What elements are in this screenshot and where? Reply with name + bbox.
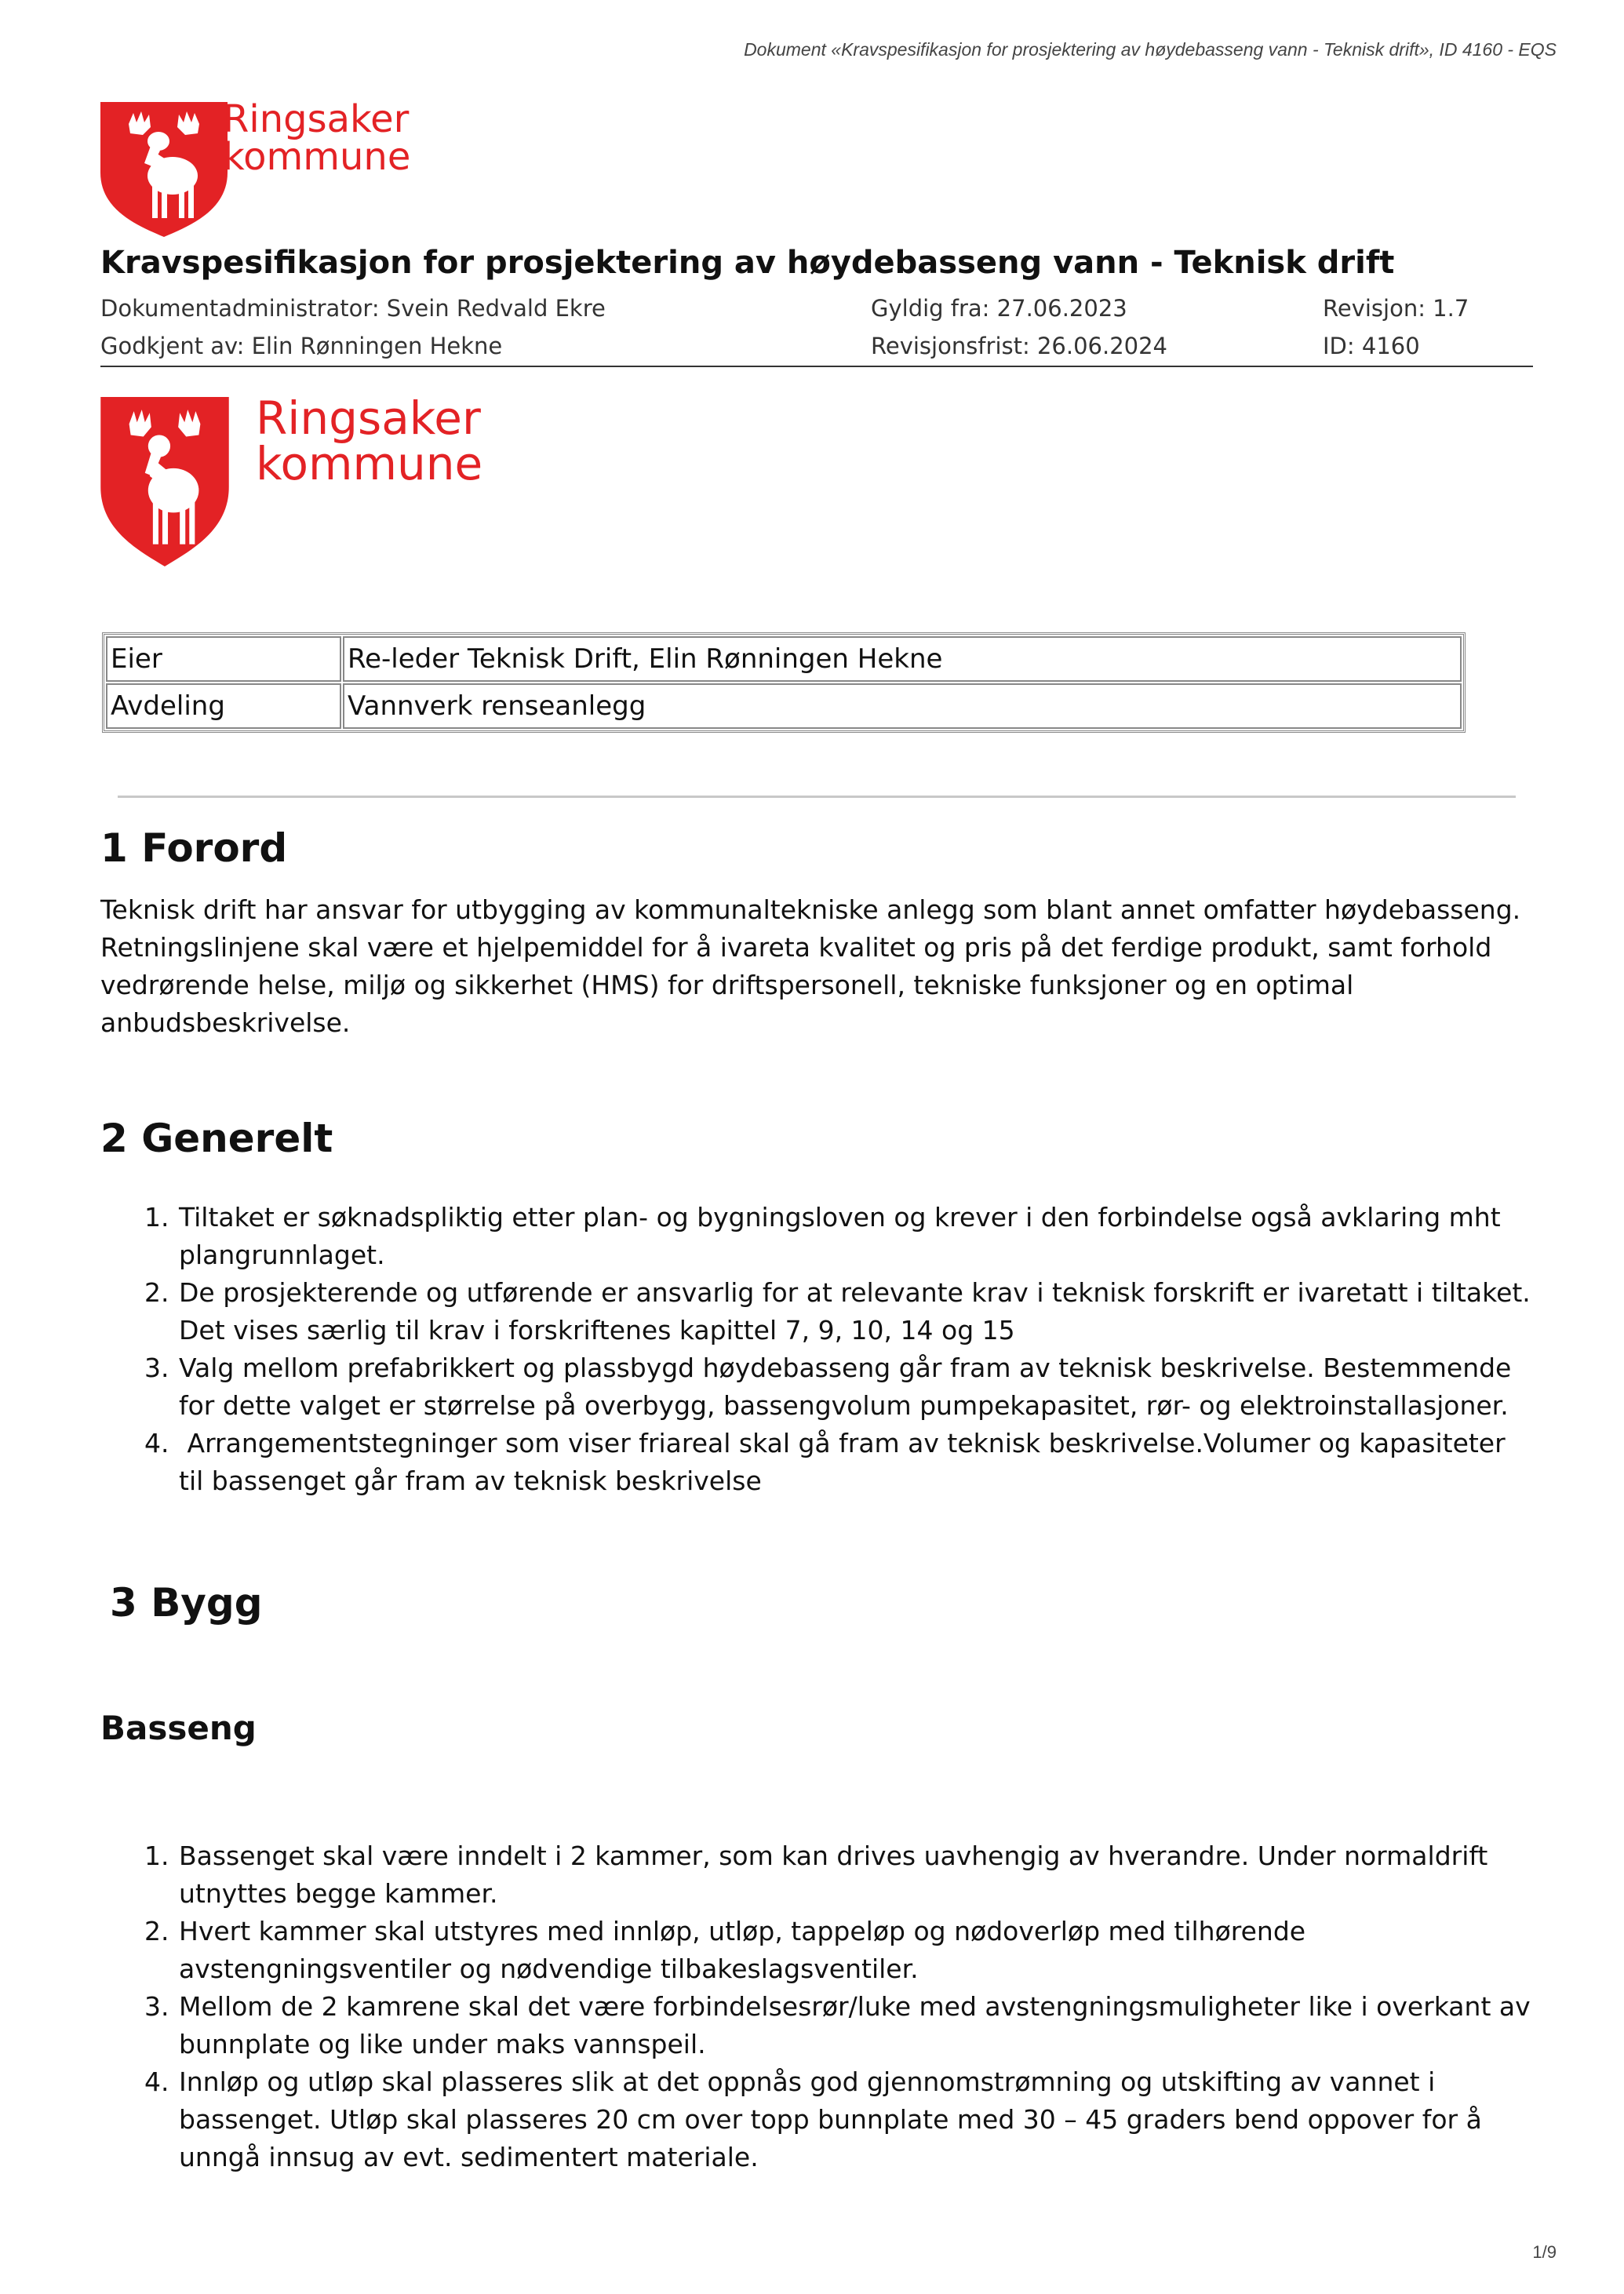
logo-large xyxy=(97,391,483,570)
heading-generelt: 2 Generelt xyxy=(100,1116,333,1161)
document-title: Kravspesifikasjon for prosjektering av høydebasseng vann - Teknisk drift xyxy=(100,245,1395,281)
logo-line2: kommune xyxy=(223,135,411,179)
document-id: ID: 4160 xyxy=(1323,333,1420,359)
moose-shield-icon xyxy=(97,100,231,239)
generelt-list xyxy=(100,1199,1536,1500)
basseng-list xyxy=(100,1837,1536,2176)
running-header: Dokument «Kravspesifikasjon for prosjektering av høydebasseng vann - Teknisk drift», ID 4160 - EQS xyxy=(744,39,1557,60)
list-item: 3. Mellom de 2 kamrene skal det være forbindelsesrør/luke med avstengningsmuligheter like i overkant av bunnplate og like under maks vannspeil. xyxy=(144,1991,1531,2059)
approved-by: Godkjent av: Elin Rønningen Hekne xyxy=(100,333,503,359)
list-item: 4. Arrangementstegninger som viser friareal skal gå fram av teknisk beskrivelse.Volumer og kapasiteter til bassenget går fram av teknisk beskrivelse xyxy=(144,1428,1514,1496)
list-item: 2. Hvert kammer skal utstyres med innløp, utløp, tappeløp og nødoverløp med tilhørende avstengningsventiler og nødvendige tilbakeslagsventiler. xyxy=(144,1916,1306,1984)
revision-deadline: Revisjonsfrist: 26.06.2024 xyxy=(871,333,1168,359)
table-row xyxy=(106,636,1462,682)
logo-line1: Ringsaker xyxy=(256,391,481,445)
logo-small xyxy=(97,97,411,239)
section-divider xyxy=(118,796,1516,798)
revision: Revisjon: 1.7 xyxy=(1323,295,1469,322)
department-value: Vannverk renseanlegg xyxy=(343,683,1462,729)
doc-administrator: Dokumentadministrator: Svein Redvald Ekre xyxy=(100,295,606,322)
list-item: 3. Valg mellom prefabrikkert og plassbygd høydebasseng går fram av teknisk beskrivelse. Bestemmende for dette valget er størrelse på overbygg, bassengvolum pumpekapasitet, rør- og elektroinstallasjoner. xyxy=(144,1353,1512,1421)
valid-from: Gyldig fra: 27.06.2023 xyxy=(871,295,1127,322)
list-item: 1. Tiltaket er søknadspliktig etter plan- og bygningsloven og krever i den forbindelse også avklaring mht plangrunnlaget. xyxy=(144,1202,1501,1270)
forord-paragraph: Teknisk drift har ansvar for utbygging av kommunaltekniske anlegg som blant annet omfatter høydebasseng. Retningslinjene skal være et hjelpemiddel for å ivareta kvalitet og pris på det ferdige produkt, samt forhold vedrørende helse, miljø og sikkerhet (HMS) for driftspersonell, tekniske funksjoner og en optimal anbudsbeskrivelse. xyxy=(100,894,1521,1038)
heading-forord: 1 Forord xyxy=(100,825,288,871)
heading-bygg: 3 Bygg xyxy=(110,1580,263,1626)
header-divider xyxy=(100,366,1533,367)
ownership-table xyxy=(102,632,1466,733)
table-row xyxy=(106,683,1462,729)
list-item: 1. Bassenget skal være inndelt i 2 kammer, som kan drives uavhengig av hverandre. Under normaldrift utnyttes begge kammer. xyxy=(144,1841,1488,1909)
owner-value: Re-leder Teknisk Drift, Elin Rønningen Hekne xyxy=(343,636,1462,682)
moose-shield-icon xyxy=(97,395,232,570)
department-label: Avdeling xyxy=(106,683,341,729)
subheading-basseng: Basseng xyxy=(100,1709,257,1747)
logo-line1: Ringsaker xyxy=(223,97,410,141)
logo-line2: kommune xyxy=(256,437,483,490)
list-item: 4. Innløp og utløp skal plasseres slik at det oppnås god gjennomstrømning og utskifting av vannet i bassenget. Utløp skal plasseres 20 cm over topp bunnplate med 30 – 45 graders bend oppover for å unngå innsug av evt. sedimentert materiale. xyxy=(144,2066,1482,2172)
page-number: 1/9 xyxy=(1532,2242,1557,2262)
list-item: 2. De prosjekterende og utførende er ansvarlig for at relevante krav i teknisk forskrift er ivaretatt i tiltaket. Det vises særlig til krav i forskriftenes kapittel 7, 9, 10, 14 og 15 xyxy=(144,1277,1531,1345)
owner-label: Eier xyxy=(106,636,341,682)
